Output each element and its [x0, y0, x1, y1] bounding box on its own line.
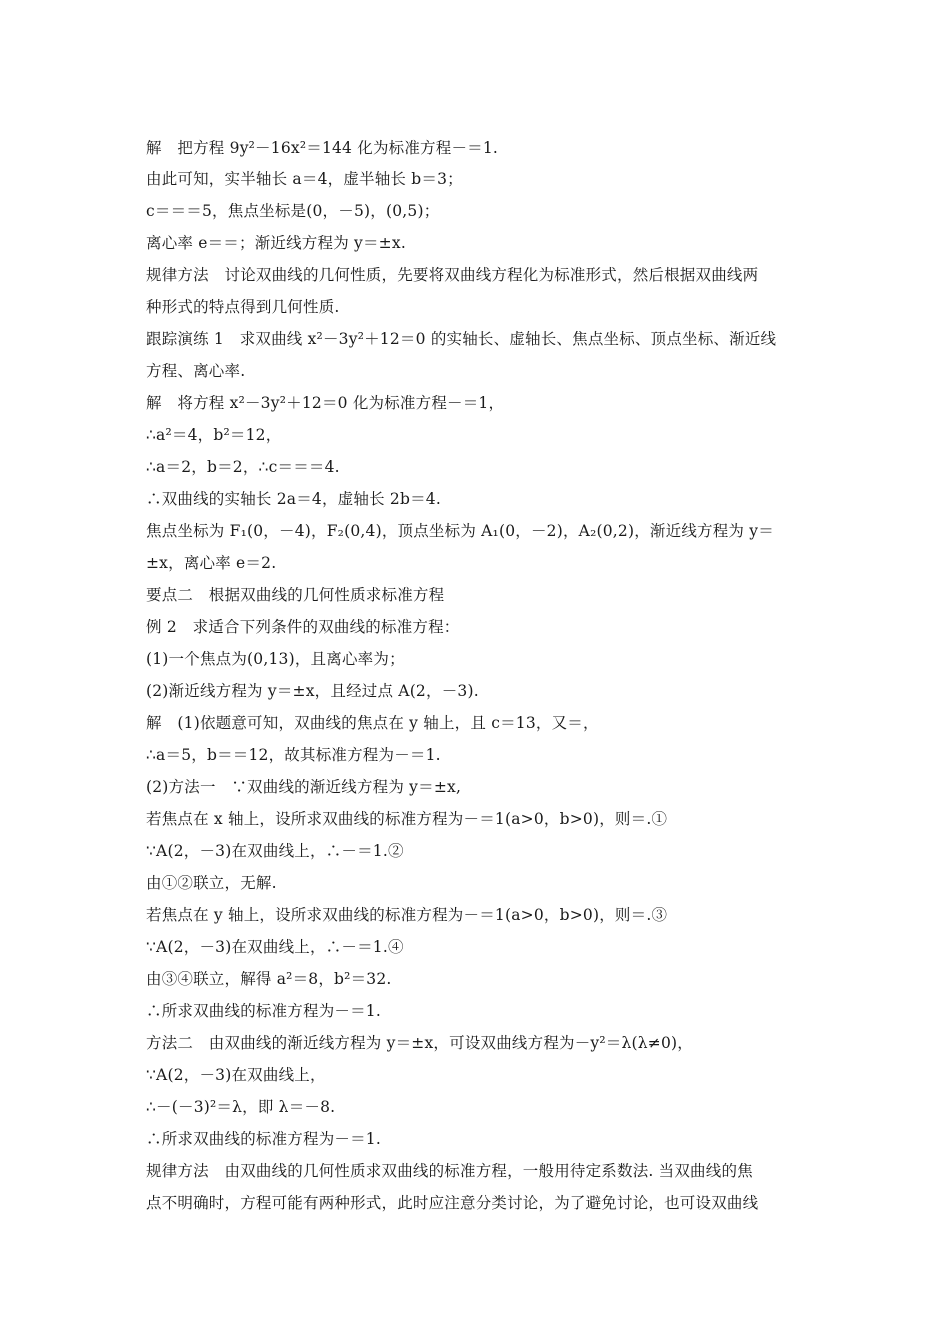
text-line: 若焦点在 x 轴上，设所求双曲线的标准方程为－＝1(a>0，b>0)，则＝.①	[146, 810, 668, 828]
text-line: 方法二 由双曲线的渐近线方程为 y＝±x，可设双曲线方程为－y²＝λ(λ≠0)，	[146, 1034, 693, 1052]
text-line: 点不明确时，方程可能有两种形式，此时应注意分类讨论，为了避免讨论，也可设双曲线	[146, 1194, 759, 1212]
text-line: 方程、离心率.	[146, 362, 246, 380]
example-title: 例 2 求适合下列条件的双曲线的标准方程：	[146, 618, 460, 636]
text-line: (2)方法一 ∵双曲线的渐近线方程为 y＝±x,	[146, 778, 462, 796]
text-line: ∴a＝5，b＝＝12，故其标准方程为－＝1.	[146, 746, 441, 764]
text-line: ∴－(－3)²＝λ，即 λ＝－8.	[146, 1098, 336, 1116]
text-line: 由①②联立，无解.	[146, 874, 277, 892]
text-line: 解 (1)依题意可知，双曲线的焦点在 y 轴上，且 c＝13，又＝，	[146, 714, 599, 732]
text-line: 若焦点在 y 轴上，设所求双曲线的标准方程为－＝1(a>0，b>0)，则＝.③	[146, 906, 668, 924]
text-line: 焦点坐标为 F₁(0，－4)，F₂(0,4)，顶点坐标为 A₁(0，－2)，A₂(0,2)，渐近线方程为 y＝	[146, 522, 774, 540]
text-line: (2)渐近线方程为 y＝±x，且经过点 A(2，－3).	[146, 682, 479, 700]
text-line: 跟踪演练 1 求双曲线 x²－3y²＋12＝0 的实轴长、虚轴长、焦点坐标、顶点坐标、渐近线	[146, 330, 777, 348]
text-line: 离心率 e＝＝；渐近线方程为 y＝±x.	[146, 234, 406, 252]
text-line: ∵A(2，－3)在双曲线上，∴－＝1.④	[146, 938, 404, 956]
text-line: 解 将方程 x²－3y²＋12＝0 化为标准方程－＝1，	[146, 394, 505, 412]
text-line: ∴a＝2，b＝2，∴c＝＝＝4.	[146, 458, 340, 476]
text-line: ∵A(2，－3)在双曲线上，∴－＝1.②	[146, 842, 404, 860]
text-line: 由此可知，实半轴长 a＝4，虚半轴长 b＝3；	[146, 170, 463, 188]
text-line: 规律方法 讨论双曲线的几何性质，先要将双曲线方程化为标准形式，然后根据双曲线两	[146, 266, 759, 284]
text-line: 种形式的特点得到几何性质.	[146, 298, 340, 316]
text-line: ∴所求双曲线的标准方程为－＝1.	[146, 1002, 381, 1020]
text-line: 由③④联立，解得 a²＝8，b²＝32.	[146, 970, 392, 988]
text-line: ±x，离心率 e＝2.	[146, 554, 277, 572]
text-line: (1)一个焦点为(0,13)，且离心率为；	[146, 650, 405, 668]
text-line: 解 把方程 9y²－16x²＝144 化为标准方程－＝1.	[146, 139, 499, 157]
text-line: ∴所求双曲线的标准方程为－＝1.	[146, 1130, 381, 1148]
section-heading: 要点二 根据双曲线的几何性质求标准方程	[146, 586, 445, 604]
text-line: ∵A(2，－3)在双曲线上，	[146, 1066, 326, 1084]
text-line: 规律方法 由双曲线的几何性质求双曲线的标准方程，一般用待定系数法. 当双曲线的焦	[146, 1162, 753, 1180]
text-line: c＝＝＝5，焦点坐标是(0，－5)，(0,5)；	[146, 202, 440, 220]
text-line: ∴双曲线的实轴长 2a＝4，虚轴长 2b＝4.	[146, 490, 441, 508]
text-line: ∴a²＝4，b²＝12，	[146, 426, 282, 444]
